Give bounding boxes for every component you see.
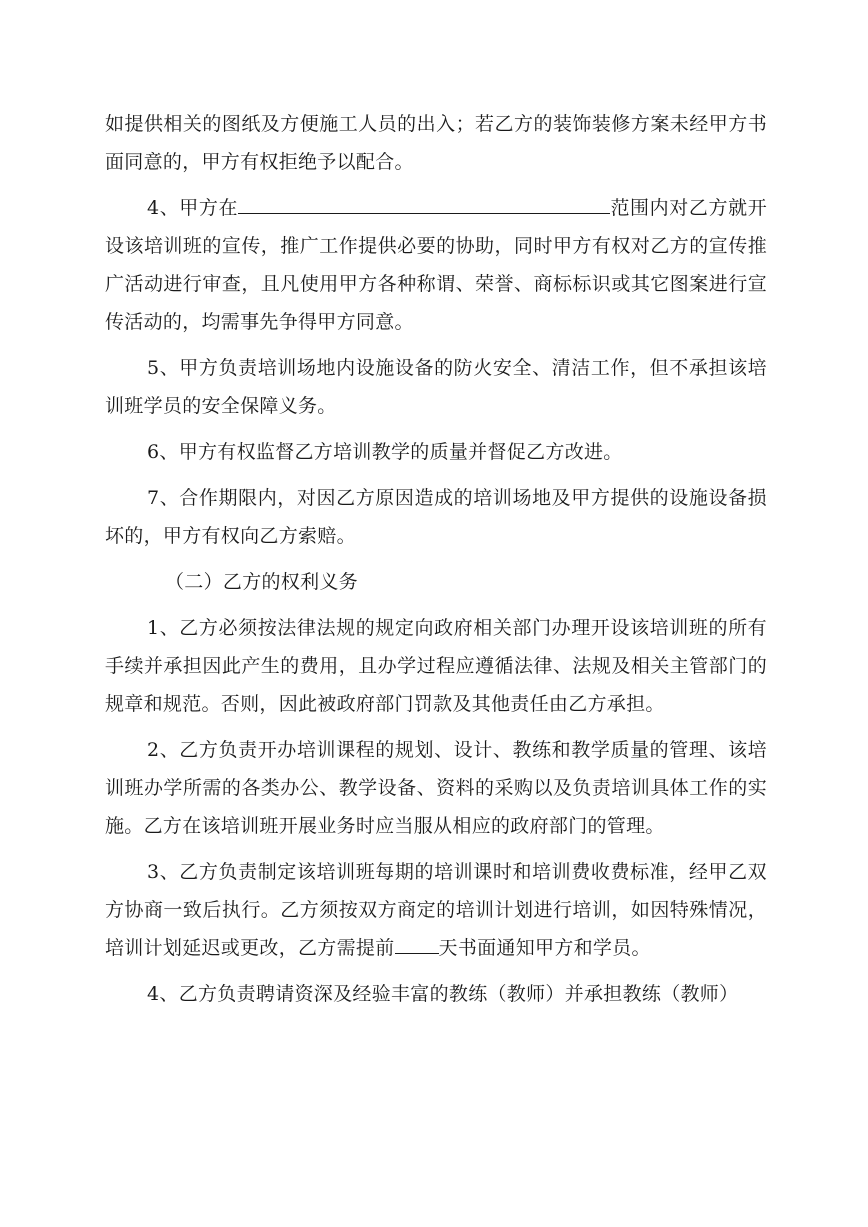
clause-6-party-a — [105, 433, 767, 471]
section-heading-party-b — [105, 563, 767, 601]
clause-text: 6、甲方有权监督乙方培训教学的质量并督促乙方改进。 — [147, 441, 623, 463]
clause-3-party-b — [105, 853, 767, 967]
clause-text-start: 3、乙方负责制定该培训班每期的培训课时和培训费收费标准，经甲乙双方协商一致后执行。乙方须按双方商定的培训计划进行培训，如因特殊情况，培训计划延迟或更改，乙方需提前 — [105, 861, 767, 959]
fill-in-blank-scope — [238, 191, 610, 214]
clause-5-party-a — [105, 349, 767, 425]
clause-text: 5、甲方负责培训场地内设施设备的防火安全、清洁工作，但不承担该培训班学员的安全保障义务。 — [105, 357, 767, 417]
clause-text-start: 4、甲方在 — [147, 197, 239, 219]
clause-4-party-a — [105, 189, 767, 341]
section-heading-text: （二）乙方的权利义务 — [165, 571, 359, 593]
clause-4-party-b — [105, 975, 767, 1013]
clause-7-party-a — [105, 479, 767, 555]
clause-text: 4、乙方负责聘请资深及经验丰富的教练（教师）并承担教练（教师） — [147, 983, 739, 1005]
paragraph-text: 如提供相关的图纸及方便施工人员的出入；若乙方的装饰装修方案未经甲方书面同意的，甲方有权拒绝予以配合。 — [105, 113, 767, 173]
clause-2-party-b — [105, 731, 767, 845]
clause-1-party-b — [105, 609, 767, 723]
fill-in-blank-days — [395, 931, 439, 954]
clause-text-end: 天书面通知甲方和学员。 — [438, 937, 651, 959]
clause-text: 7、合作期限内，对因乙方原因造成的培训场地及甲方提供的设施设备损坏的，甲方有权向乙方索赔。 — [105, 487, 767, 547]
document-body — [105, 105, 767, 1021]
paragraph-continuation — [105, 105, 767, 181]
clause-text: 1、乙方必须按法律法规的规定向政府相关部门办理开设该培训班的所有手续并承担因此产生的费用，且办学过程应遵循法律、法规及相关主管部门的规章和规范。否则，因此被政府部门罚款及其他责任由乙方承担。 — [105, 617, 767, 715]
clause-text-end: 范围内对乙方就开设该培训班的宣传，推广工作提供必要的协助，同时甲方有权对乙方的宣传推广活动进行审查，且凡使用甲方各种称谓、荣誉、商标标识或其它图案进行宣传活动的，均需事先争得甲方同意。 — [105, 197, 768, 333]
clause-text: 2、乙方负责开办培训课程的规划、设计、教练和教学质量的管理、该培训班办学所需的各类办公、教学设备、资料的采购以及负责培训具体工作的实施。乙方在该培训班开展业务时应当服从相应的政府部门的管理。 — [105, 739, 767, 837]
